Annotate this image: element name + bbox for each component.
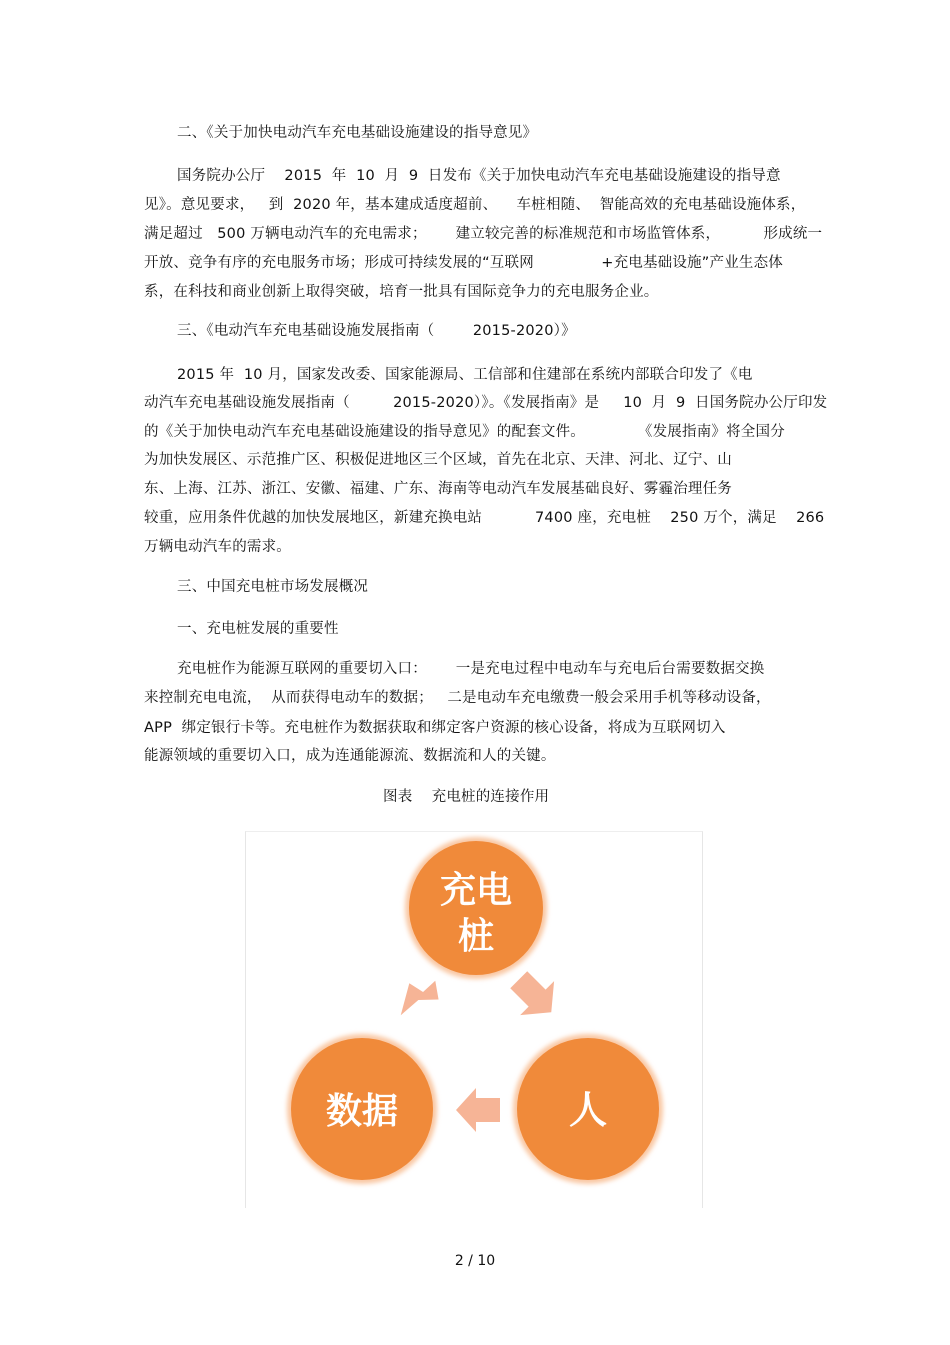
paragraph-line: 系，在科技和商业创新上取得突破，培育一批具有国际竞争力的充电服务企业。 — [144, 284, 659, 300]
section-heading-development-guide: 三、《电动汽车充电基础设施发展指南（ 2015-2020）》 — [177, 323, 576, 339]
paragraph-line: 万辆电动汽车的需求。 — [144, 539, 291, 555]
paragraph-line: 充电桩作为能源互联网的重要切入口： 一是充电过程中电动车与充电后台需要数据交换 — [177, 661, 765, 677]
paragraph-line: 国务院办公厅 2015 年 10 月 9 日发布《关于加快电动汽车充电基础设施建设的指导意 — [177, 168, 781, 184]
arrow-data-to-pile — [396, 979, 441, 1015]
figure-caption: 图表 充电桩的连接作用 — [383, 789, 550, 805]
people-node-label: 人 — [568, 1088, 608, 1132]
section-heading-market-overview: 三、中国充电桩市场发展概况 — [177, 579, 369, 595]
charging-pile-label-line2: 桩 — [457, 916, 495, 957]
paragraph-line: 东、上海、江苏、浙江、安徽、福建、广东、海南等电动汽车发展基础良好、雾霾治理任务 — [144, 481, 732, 497]
paragraph-line: APP 绑定银行卡等。充电桩作为数据获取和绑定客户资源的核心设备，将成为互联网切入 — [144, 720, 726, 736]
diagram-canvas — [246, 832, 702, 1208]
paragraph-line: 能源领域的重要切入口，成为连通能源流、数据流和人的关键。 — [144, 748, 556, 764]
paragraph-line: 较重，应用条件优越的加快发展地区，新建充换电站 7400 座，充电桩 250 万个，满足 266 — [144, 510, 825, 526]
charging-pile-label-line1: 充电 — [439, 870, 513, 911]
data-node — [287, 1034, 437, 1184]
charging-pile-node — [405, 837, 547, 979]
paragraph-line: 2015 年 10 月，国家发改委、国家能源局、工信部和住建部在系统内部联合印发了《电 — [177, 367, 753, 383]
arrow-pile-to-people — [502, 963, 568, 1029]
section-heading-guidance: 二、《关于加快电动汽车充电基础设施建设的指导意见》 — [177, 125, 538, 141]
paragraph-line: 来控制充电电流， 从而获得电动车的数据； 二是电动车充电缴费一般会采用手机等移动设备， — [144, 690, 771, 706]
paragraph-line: 为加快发展区、示范推广区、积极促进地区三个区域，首先在北京、天津、河北、辽宁、山 — [144, 452, 732, 468]
paragraph-line: 开放、竞争有序的充电服务市场；形成可持续发展的“互联网 +充电基础设施”产业生态体 — [144, 255, 783, 271]
paragraph-line: 动汽车充电基础设施发展指南（ 2015-2020）》。《发展指南》是 10 月 9 日国务院办公厅印发 — [144, 395, 828, 411]
paragraph-line: 满足超过 500 万辆电动汽车的充电需求； 建立较完善的标准规范和市场监管体系， 形成统一 — [144, 226, 823, 242]
page-number: 2 / 10 — [454, 1253, 496, 1269]
arrow-people-to-data — [456, 1088, 500, 1132]
data-node-label: 数据 — [325, 1091, 399, 1132]
people-node — [513, 1034, 663, 1184]
paragraph-line: 的《关于加快电动汽车充电基础设施建设的指导意见》的配套文件。 《发展指南》将全国分 — [144, 424, 785, 440]
connection-diagram — [245, 831, 703, 1208]
paragraph-line: 见》。意见要求， 到 2020 年，基本建成适度超前、 车桩相随、 智能高效的充电基础设施体系， — [144, 197, 806, 213]
section-heading-importance: 一、充电桩发展的重要性 — [177, 621, 339, 637]
